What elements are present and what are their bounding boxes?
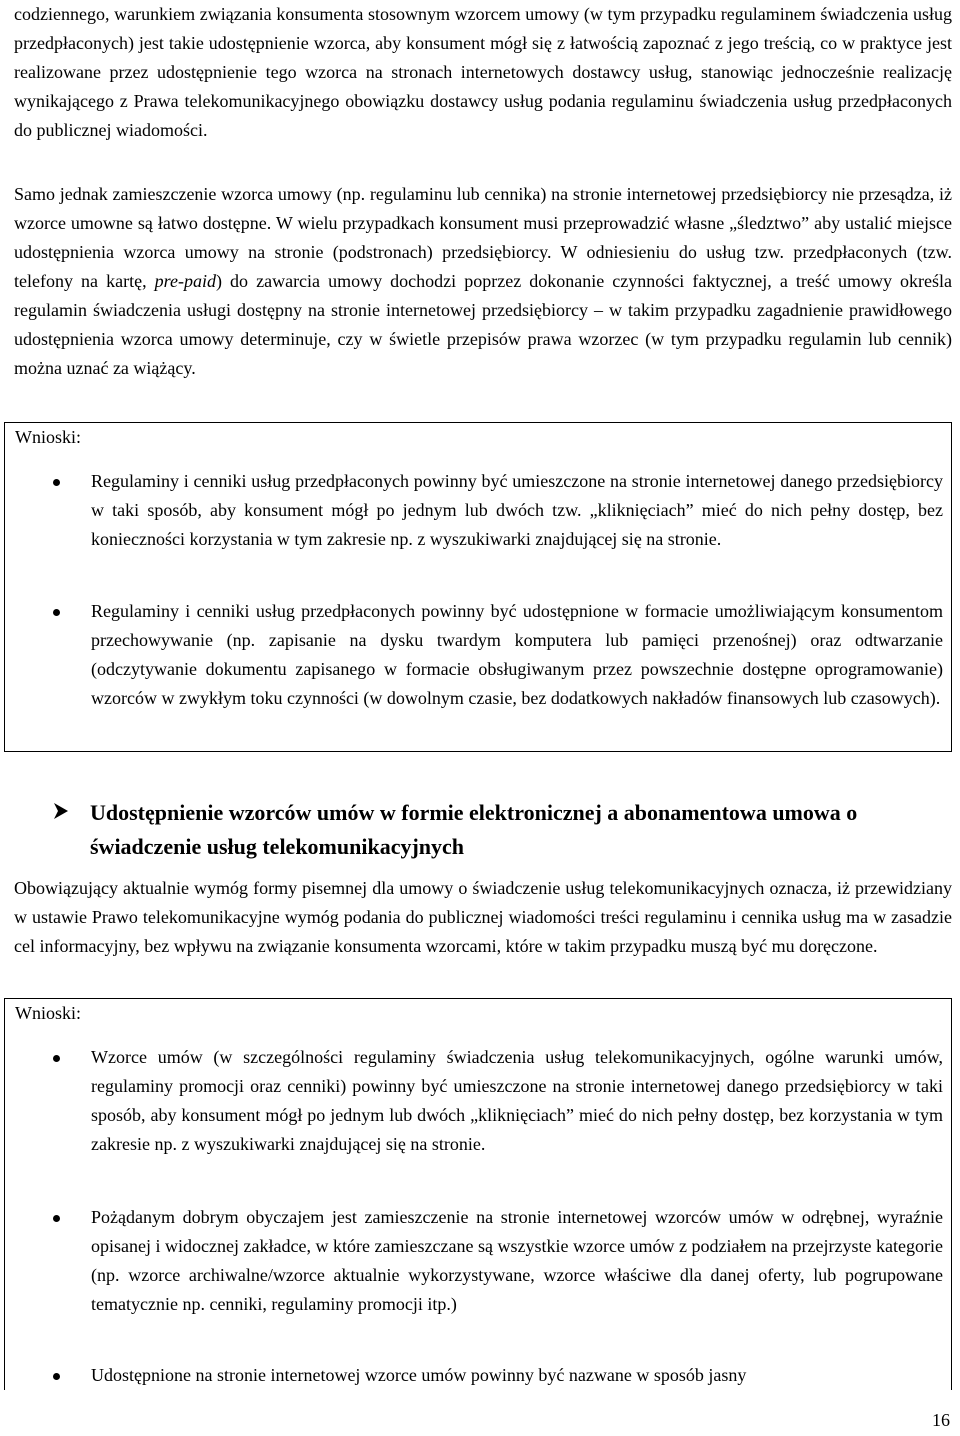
bullet-icon xyxy=(53,1373,60,1380)
bullet-icon xyxy=(53,609,60,616)
section-heading-text: Udostępnienie wzorców umów w formie elektronicznej a abonamentowa umowa o świadczenie usług telekomunikacyjnych xyxy=(90,800,858,859)
conclusions-label: Wnioski: xyxy=(15,1003,81,1023)
section-paragraph: Obowiązujący aktualnie wymóg formy pisemnej dla umowy o świadczenie usług telekomunikacyjnych oznacza, iż przewidziany w ustawie Prawo telekomunikacyjne wymóg podania do publicznej wiadomości treści regulaminu i cennika usług ma w zasadzie cel informacyjny, bez wpływu na związanie konsumenta wzorcami, które w takim przypadku muszą być mu doręczone. xyxy=(14,878,952,956)
list-item-text: Regulaminy i cenniki usług przedpłaconych powinny być umieszczone na stronie internetowej danego przedsiębiorcy w taki sposób, aby konsument mógł po jednym lub dwóch tzw. „kliknięciach” mieć do nich pełny dostęp, bez konieczności korzystania w tym zakresie np. z wyszukiwarki znajdującej się na stronie. xyxy=(91,471,943,549)
conclusions-label: Wnioski: xyxy=(15,427,81,447)
conclusions-box-1 xyxy=(4,422,952,752)
list-item-text: Udostępnione na stronie internetowej wzorce umów powinny być nazwane w sposób jasny xyxy=(91,1365,747,1385)
second-paragraph-italic: pre-paid xyxy=(154,271,216,291)
list-item-text: Regulaminy i cenniki usług przedpłaconych powinny być udostępnione w formacie umożliwiającym konsumentom przechowywanie (np. zapisanie na dysku twardym komputera lub pamięci przenośnej) oraz odtwarzanie (odczytywanie dokumentu zapisanego w formacie obsługiwanym przez powszechnie dostępne oprogramowanie) wzorców w zwykłym toku czynności (w dowolnym czasie, bez dodatkowych nakładów finansowych lub czasowych). xyxy=(91,601,943,708)
second-paragraph-text-b: ) do zawarcia umowy dochodzi poprzez dokonanie czynności faktycznej, a treść umowy określa regulamin świadczenia usługi dostępny na stronie internetowej przedsiębiorcy – w takim przypadku zagadnienie prawidłowego udostępnienia wzorca umowy determinuje, czy w świetle przepisów prawa wzorzec (w tym przypadku regulamin lub cennik) można uznać za wiążący. xyxy=(14,271,952,378)
second-paragraph-text-a: Samo jednak zamieszczenie wzorca umowy (np. regulaminu lub cennika) na stronie internetowej przedsiębiorcy nie przesądza, iż wzorce umowne są łatwo dostępne. W wielu przypadkach konsument musi przeprowadzić własne „śledztwo” aby ustalić miejsce udostępnienia wzorca umowy na stronie (podstronach) przedsiębiorcy. W odniesieniu do usług tzw. przedpłaconych (tzw. telefony na kartę, xyxy=(14,184,952,291)
conclusions-box-2 xyxy=(4,998,952,1390)
top-paragraph: codziennego, warunkiem związania konsumenta stosownym wzorcem umowy (w tym przypadku regulaminem świadczenia usług przedpłaconych) jest takie udostępnienie wzorca, aby konsument mógł się z łatwością zapoznać z jego treścią, co w praktyce jest realizowane przez udostępnienie tego wzorca na stronach internetowych dostawcy usług, stanowiąc jednocześnie realizację wynikającego z Prawa telekomunikacyjnego obowiązku dostawcy usług podania regulaminu świadczenia usług przedpłaconych do publicznej wiadomości. xyxy=(14,4,952,140)
arrow-bullet-icon xyxy=(52,802,70,820)
bullet-icon xyxy=(53,1215,60,1222)
bullet-icon xyxy=(53,479,60,486)
bullet-icon xyxy=(53,1055,60,1062)
second-paragraph xyxy=(14,180,952,383)
list-item-text: Wzorce umów (w szczególności regulaminy świadczenia usług telekomunikacyjnych, ogólne warunki umów, regulaminy promocji oraz cenniki) powinny być umieszczone na stronie internetowej danego przedsiębiorcy w taki sposób, aby konsument mógł po jednym lub dwóch „kliknięciach” mieć do nich pełny dostęp, bez korzystania w tym zakresie np. z wyszukiwarki znajdującej się na stronie. xyxy=(91,1047,943,1154)
page-number: 16 xyxy=(932,1410,950,1430)
list-item-text: Pożądanym dobrym obyczajem jest zamieszczenie na stronie internetowej wzorców umów w odrębnej, wyraźnie opisanej i widocznej zakładce, w które zamieszczane są wszystkie wzorce umów z podziałem na przejrzyste kategorie (np. wzorce archiwalne/wzorce aktualnie wykorzystywane, wzorce właściwe dla danej oferty, lub pogrupowane tematycznie np. cenniki, regulaminy promocji itp.) xyxy=(91,1207,943,1314)
